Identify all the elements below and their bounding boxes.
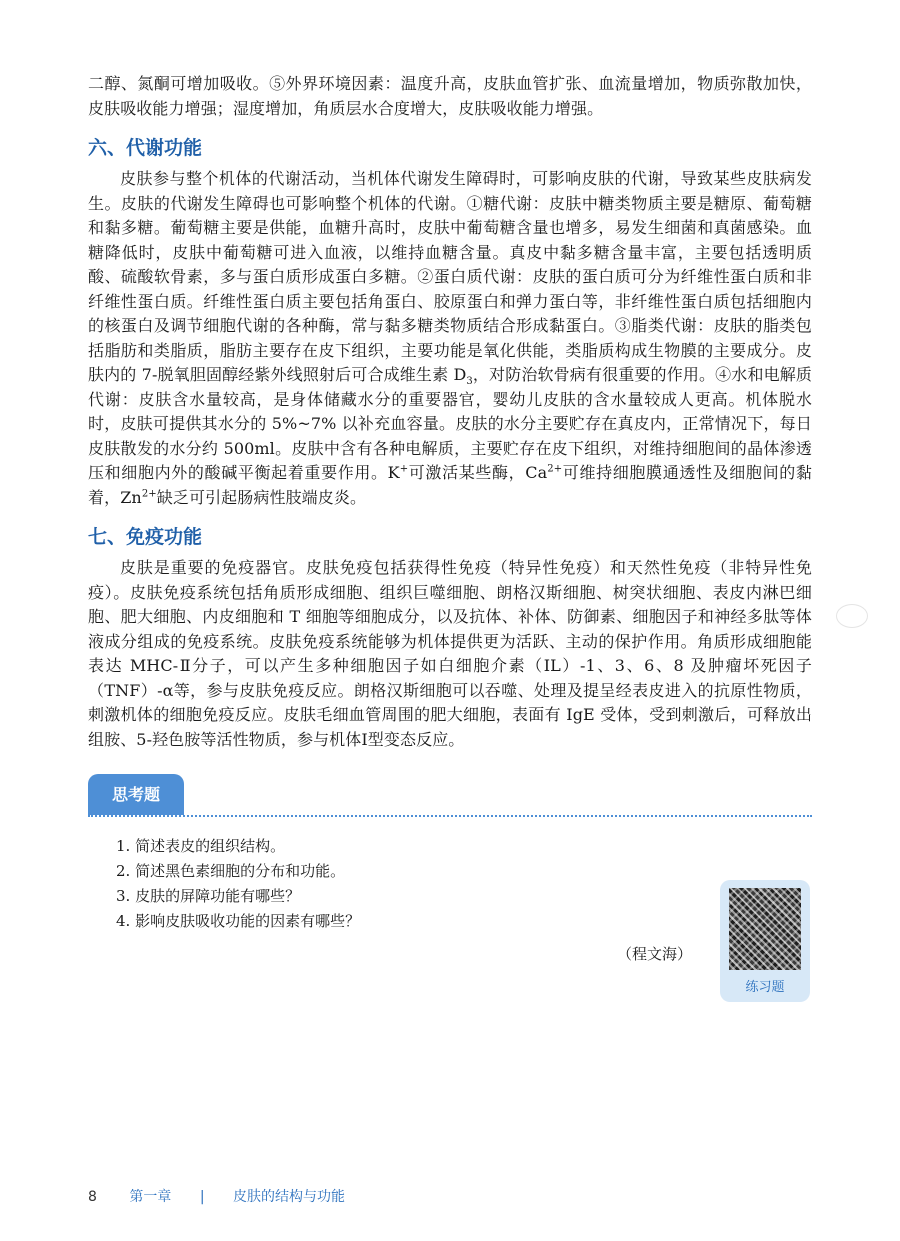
qr-label: 练习题 xyxy=(745,980,785,995)
chapter-title: 皮肤的结构与功能 xyxy=(233,1189,345,1205)
think-questions-tab: 思考题 xyxy=(88,774,184,815)
dotted-divider xyxy=(88,815,812,817)
question-item: 2. 简述黑色素细胞的分布和功能。 xyxy=(116,862,346,880)
metabolism-text-b: ，对防治软骨病有很重要的作用。④水和电解质代谢：皮肤含水量较高，是身体储藏水分的重要器官，婴幼儿皮肤的含水量较成人更高。机体脱水时，皮肤可提供其水分的 5%~7% 以补充血容量。皮肤的水分主要贮存在真皮内，正常情况下，每日皮肤散发的水分约 500ml。皮肤中含有各种电解质，主要贮存在皮下组织，对维持细胞间的晶体渗透压和细胞内外的酸碱平衡起着重要作用。K xyxy=(88,365,813,482)
question-item: 3. 皮肤的屏障功能有哪些？ xyxy=(116,887,301,905)
ca-superscript: 2+ xyxy=(547,463,563,475)
chapter-label: 第一章 xyxy=(129,1189,172,1205)
think-questions-header xyxy=(88,774,812,818)
question-list xyxy=(88,834,812,967)
section-heading-metabolism: 六、代谢功能 xyxy=(88,137,203,159)
page-body xyxy=(88,72,812,967)
metabolism-text-d: 可维持细胞膜通透性及细胞间的黏着，Zn xyxy=(88,463,812,507)
practice-qr-card[interactable] xyxy=(720,880,810,1002)
question-item: 4. 影响皮肤吸收功能的因素有哪些？ xyxy=(116,912,361,930)
watermark-icon xyxy=(836,604,868,628)
page-footer xyxy=(88,1186,345,1206)
metabolism-paragraph xyxy=(88,167,812,510)
metabolism-text-c: 可激活某些酶，Ca xyxy=(408,463,548,482)
k-superscript: + xyxy=(399,463,409,475)
footer-separator: | xyxy=(199,1189,205,1205)
question-item: 1. 简述表皮的组织结构。 xyxy=(116,837,286,855)
zn-superscript: 2+ xyxy=(141,488,157,500)
immunity-paragraph: 皮肤是重要的免疫器官。皮肤免疫包括获得性免疫（特异性免疫）和天然性免疫（非特异性免疫）。皮肤免疫系统包括角质形成细胞、组织巨噬细胞、朗格汉斯细胞、树突状细胞、表皮内淋巴细胞、肥大细胞、内皮细胞和 T 细胞等细胞成分，以及抗体、补体、防御素、细胞因子和神经多肽等体液成分组成的免疫系统。皮肤免疫系统能够为机体提供更为活跃、主动的保护作用。角质形成细胞能表达 MHC-Ⅱ分子，可以产生多种细胞因子如白细胞介素（IL）-1、3、6、8 及肿瘤坏死因子（TNF）-α等，参与皮肤免疫反应。朗格汉斯细胞可以吞噬、处理及提呈经表皮进入的抗原性物质，刺激机体的细胞免疫反应。皮肤毛细血管周围的肥大细胞，表面有 IgE 受体，受到刺激后，可释放出组胺、5-羟色胺等活性物质，参与机体Ⅰ型变态反应。 xyxy=(88,558,812,749)
metabolism-text-e: 缺乏可引起肠病性肢端皮炎。 xyxy=(156,487,367,507)
section-heading-immunity: 七、免疫功能 xyxy=(88,526,203,548)
author-name: （程文海） xyxy=(616,945,692,963)
d3-subscript: 3 xyxy=(466,376,473,388)
metabolism-text-a: 皮肤参与整个机体的代谢活动，当机体代谢发生障碍时，可影响皮肤的代谢，导致某些皮肤病发生。皮肤的代谢发生障碍也可影响整个机体的代谢。①糖代谢：皮肤中糖类物质主要是糖原、葡萄糖和黏多糖。葡萄糖主要是供能，血糖升高时，皮肤中葡萄糖含量也增多，易发生细菌和真菌感染。血糖降低时，皮肤中葡萄糖可进入血液，以维持血糖含量。真皮中黏多糖含量丰富，主要包括透明质酸、硫酸软骨素，多与蛋白质形成蛋白多糖。②蛋白质代谢：皮肤的蛋白质可分为纤维性蛋白质和非纤维性蛋白质。纤维性蛋白质主要包括角蛋白、胶原蛋白和弹力蛋白等，非纤维性蛋白质包括细胞内的核蛋白及调节细胞代谢的各种酶，常与黏多糖类物质结合形成黏蛋白。③脂类代谢：皮肤的脂类包括脂肪和类脂质，脂肪主要存在皮下组织，主要功能是氧化供能，类脂质构成生物膜的主要成分。皮肤内的 7-脱氧胆固醇经紫外线照射后可合成维生素 D xyxy=(88,169,812,384)
intro-paragraph: 二醇、氮酮可增加吸收。⑤外界环境因素：温度升高，皮肤血管扩张、血流量增加，物质弥散加快，皮肤吸收能力增强；湿度增加，角质层水合度增大，皮肤吸收能力增强。 xyxy=(88,74,812,118)
qr-code-icon[interactable] xyxy=(729,888,801,970)
page-number: 8 xyxy=(88,1189,97,1205)
